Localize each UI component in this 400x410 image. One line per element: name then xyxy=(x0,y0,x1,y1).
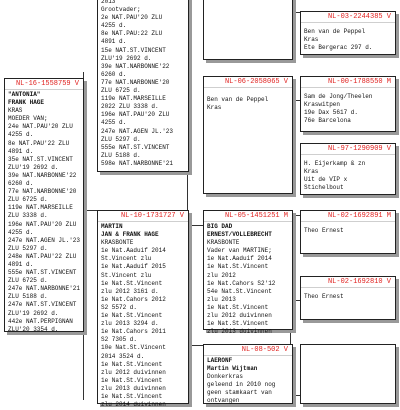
card-line: St.Vincent zlu xyxy=(101,271,152,279)
pedigree-card-nl-06[interactable] xyxy=(203,76,293,194)
card-line: zlu 2012 duivinnen xyxy=(101,368,166,376)
card-line: zlu 2012 3161 d. xyxy=(101,287,159,295)
connector-line xyxy=(187,345,204,346)
card-line: 77e NAT.NARBONNE'20 xyxy=(8,188,77,196)
card-line: Uit de VIP x xyxy=(304,176,348,184)
card-line: ZLU'19 2692 d. xyxy=(101,54,152,62)
card-line: ERNEST/VOLLEBRECHT xyxy=(207,231,272,239)
card-line: ZLU 3338 d. xyxy=(8,212,48,220)
card-line: 555e NAT.ST.VINCENT xyxy=(101,143,170,151)
card-details xyxy=(204,88,292,113)
card-line: 8e NAT.PAU'22 ZLU xyxy=(8,139,70,147)
card-details xyxy=(301,288,395,302)
card-line: zlu 2013 xyxy=(207,295,236,303)
card-line: 2022 ZLU 3338 d. xyxy=(101,103,159,111)
card-details xyxy=(301,23,395,53)
card-line: ZLU'20 3354 d. xyxy=(8,325,59,333)
card-line: 196e NAT.PAU'20 ZLU xyxy=(101,111,170,119)
card-line: 1e Nat.Cahors 2011 xyxy=(101,328,166,336)
ring-number: NL-10-1731727 V xyxy=(98,211,188,222)
card-line: zlu 2013 duivinnen xyxy=(207,328,272,336)
card-line: 4255 d. xyxy=(8,131,34,139)
card-line: Sam de Jong/Theelen xyxy=(304,93,373,100)
pedigree-card-nl-02-m[interactable] xyxy=(300,210,396,254)
card-line: 1e Nat.St.Vincent xyxy=(101,392,163,400)
card-line: ontvangen xyxy=(207,397,240,405)
pedigree-card-nl-97[interactable] xyxy=(300,143,396,195)
card-line: 39e NAT.NARBONNE'22 xyxy=(8,171,77,179)
card-line: 2e NAT.PAU'20 ZLU xyxy=(101,14,163,22)
card-line: KRASBONTE xyxy=(207,239,240,247)
card-line: Theo Ernest xyxy=(304,227,344,234)
card-details xyxy=(98,0,188,169)
card-line: ZLU 5188 d. xyxy=(101,151,141,159)
card-line: 2013 xyxy=(101,0,116,5)
pedigree-card-main[interactable] xyxy=(4,78,84,332)
ring-number: NL-16-1558759 V xyxy=(5,79,83,90)
card-line: KRASBONTE xyxy=(101,239,134,247)
card-line: Stichelbout xyxy=(304,184,344,192)
card-line: ZLU 5297 d. xyxy=(8,244,48,252)
card-line: 247e NAT.AGEN JL.'23 xyxy=(8,236,81,244)
card-line: 8e NAT.PAU:22 ZLU xyxy=(101,30,163,38)
card-line: ZLU 5297 d. xyxy=(101,135,141,143)
card-line: 196e NAT.PAU'20 ZLU xyxy=(8,220,77,228)
card-details xyxy=(301,88,395,126)
pedigree-card-nl-02-v[interactable] xyxy=(300,276,396,320)
pedigree-card-father[interactable] xyxy=(97,210,189,409)
card-line: 1e Nat.St.Vincent xyxy=(101,279,163,287)
card-line: H. Eijerkamp & zn xyxy=(304,160,366,167)
card-line: ZLU'19 2692 d. xyxy=(8,309,59,317)
card-line: St.Vincent zlu xyxy=(101,255,152,263)
card-line: Theo Ernest xyxy=(304,293,344,300)
ring-number: NL-97-1290909 V xyxy=(301,144,395,155)
card-line: zlu 2012 xyxy=(207,271,236,279)
card-line: 15e NAT.ST.VINCENT xyxy=(101,46,166,54)
card-details xyxy=(5,90,83,335)
card-line: MARTIN xyxy=(101,223,123,230)
card-line: "ANTONIA" xyxy=(8,91,41,98)
ring-number: NL-02-1692891 M xyxy=(301,211,395,222)
card-line: 4891 d. xyxy=(8,147,34,155)
card-line: 555e NAT.ST.VINCENT xyxy=(8,269,77,277)
card-line: 4255 d. xyxy=(101,119,127,127)
card-line: ZLU 6725 d. xyxy=(8,196,48,204)
card-line: geleend in 2010 nog xyxy=(207,381,276,389)
ring-number: NL-03-2244385 V xyxy=(301,12,395,23)
ring-number: NL-05-1451251 M xyxy=(204,211,292,222)
card-line: geen stamkaart van xyxy=(207,389,272,397)
card-line: FRANK HAGE xyxy=(8,99,45,107)
card-line: 76e Barcelona xyxy=(304,117,351,125)
card-details xyxy=(301,155,395,193)
card-line: zlu 2013 3294 d. xyxy=(101,320,159,328)
ring-number: NL-02-1692810 V xyxy=(301,277,395,288)
card-line: KRAS xyxy=(8,107,23,115)
card-line: 1e Nat.St.Vincent xyxy=(101,312,163,320)
card-line: Kras xyxy=(304,36,319,44)
card-line: 77e NAT.NARBONNE'20 xyxy=(101,78,170,86)
card-line: 10e Nat.St.Vincent xyxy=(101,344,166,352)
card-line: zlu 2012 duivinnen xyxy=(207,312,272,320)
card-line: 24e NAT.PAU'20 ZLU xyxy=(8,123,73,131)
card-line: 1e Nat.St.Vincent xyxy=(207,320,269,328)
pedigree-card-nl-03[interactable] xyxy=(300,11,396,55)
card-details xyxy=(204,356,292,407)
card-line: zlu 2014 duivinnen xyxy=(101,401,166,409)
card-line: Ete Bergerac 297 d. xyxy=(304,44,373,52)
card-line: Ben van de Peppel xyxy=(207,96,269,103)
connector-line xyxy=(187,225,204,226)
card-line: 4255 d. xyxy=(8,228,34,236)
card-line: 35e NAT.ST.VINCENT xyxy=(8,155,73,163)
card-line: Grootvader; xyxy=(101,6,141,14)
card-line: 1e Nat.St.Vincent xyxy=(207,263,269,271)
ring-number: NL-08-502 V xyxy=(204,345,292,356)
card-line: S2 5572 d. xyxy=(101,303,138,311)
card-line: 247e NAT.AGEN JL.'23 xyxy=(101,127,174,135)
card-line: ZLU'19 2692 d. xyxy=(8,163,59,171)
card-line: 39e NAT.NARBONNE'22 xyxy=(101,62,170,70)
card-line: Kras xyxy=(207,104,222,112)
connector-line xyxy=(83,330,84,400)
connector-line xyxy=(83,210,98,211)
card-line: Ben van de Peppel xyxy=(304,28,366,35)
card-line: S2 7305 d. xyxy=(101,336,138,344)
ring-number: NL-00-1788550 M xyxy=(301,77,395,88)
card-line: zlu 2013 duivinnen xyxy=(101,384,166,392)
card-line: LAERONF xyxy=(207,357,233,364)
card-line: 1e Nat.St.Vincent xyxy=(207,303,269,311)
card-line: 54e Nat.St.Vincent xyxy=(207,287,272,295)
card-line: 2014 3524 d. xyxy=(101,352,145,360)
card-line: ZLU 6725 d. xyxy=(101,87,141,95)
pedigree-card-empty[interactable] xyxy=(203,0,293,60)
card-line: 4255 d. xyxy=(101,22,127,30)
card-line: 1e Nat.St.Vincent xyxy=(101,360,163,368)
card-line: 1e Nat.Cahors 2012 xyxy=(101,295,166,303)
card-line: 598e NAT.NARBONNE'21 xyxy=(101,159,174,167)
card-line: 4891 d. xyxy=(101,38,127,46)
card-line: Vader van MARTINE; xyxy=(207,247,272,255)
card-line: 119e NAT.MARSEILLE xyxy=(8,204,73,212)
card-line: ZLU 5188 d. xyxy=(8,293,48,301)
card-line: 248e NAT.PAU'22 ZLU xyxy=(8,252,77,260)
card-line: 19e Dax 5617 d. xyxy=(304,109,359,117)
card-line: 1e Nat.St.Vincent xyxy=(101,376,163,384)
card-line: 1e Nat.Cahors S2'12 xyxy=(207,279,276,287)
card-line: 119e NAT.MARSEILLE xyxy=(101,95,166,103)
pedigree-card-grandmother[interactable] xyxy=(203,344,293,404)
card-details xyxy=(301,222,395,236)
card-line: Donkerkras xyxy=(207,373,244,381)
card-line: BIG DAD xyxy=(207,223,233,230)
card-line: 6260 d. xyxy=(8,180,34,188)
pedigree-card-nl-00[interactable] xyxy=(300,76,396,132)
card-line: 1e Nat.Aaduif 2014 xyxy=(101,247,166,255)
card-details xyxy=(204,222,292,337)
card-line: 1e Nat.Aaduif 2014 xyxy=(207,255,272,263)
ring-number: NL-06-2058065 V xyxy=(204,77,292,88)
card-line: 442e NAT.PERPIGNAN xyxy=(8,317,73,325)
card-line: ZLU 6725 d. xyxy=(8,277,48,285)
card-line: 247e NAT.ST.VINCENT xyxy=(8,301,77,309)
pedigree-card-empty-bottom[interactable] xyxy=(300,344,396,404)
card-line: Martin Wijtman xyxy=(207,365,258,373)
card-details xyxy=(98,222,188,410)
card-line: 6260 d. xyxy=(101,70,127,78)
card-line: 4891 d. xyxy=(8,260,34,268)
card-line: MOEDER VAN; xyxy=(8,115,48,123)
card-line: 247e NAT.NARBONNE'21 xyxy=(8,285,81,293)
card-line: JAN & FRANK HAGE xyxy=(101,231,159,239)
card-line: Kraswitpen xyxy=(304,101,341,109)
pedigree-card-top-middle[interactable] xyxy=(97,0,189,172)
card-line: 1e Nat.Aaduif 2015 xyxy=(101,263,166,271)
card-line: Kras xyxy=(304,168,319,176)
pedigree-card-grandfather[interactable] xyxy=(203,210,293,336)
